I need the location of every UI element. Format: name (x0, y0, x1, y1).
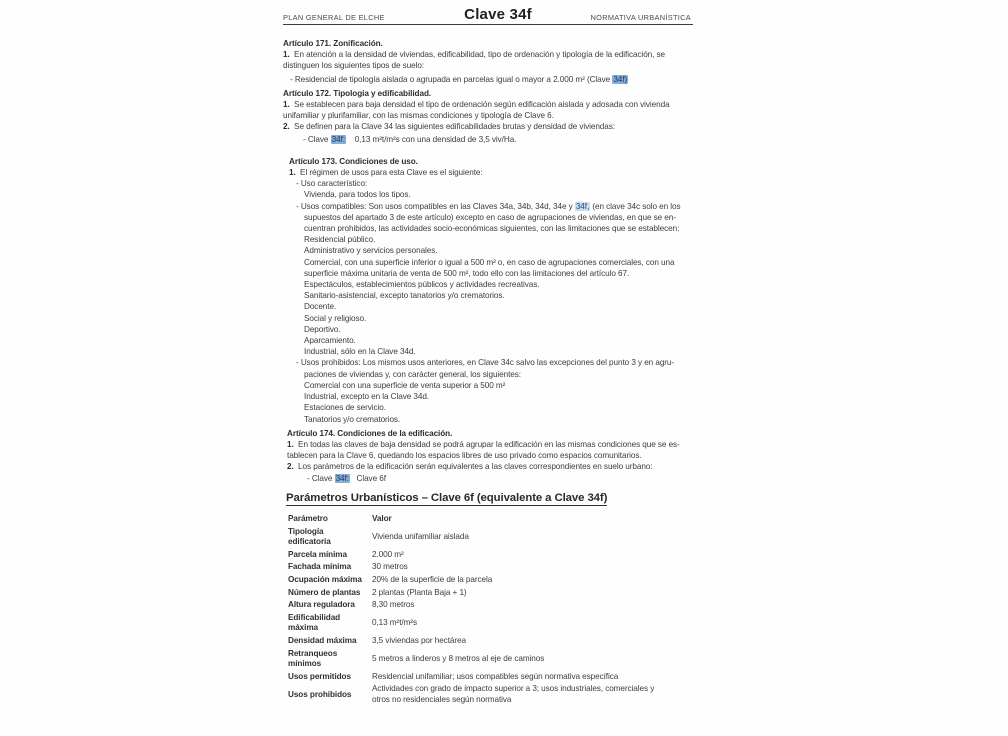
text-line (289, 324, 717, 335)
text-segment: En todas las claves de baja densidad se podrá agrupar la edificación en las mismas condiciones que se es- (293, 439, 680, 449)
value-cell: 3,5 viviendas por hectárea (372, 635, 466, 645)
text-line (289, 189, 717, 200)
text-line (287, 473, 717, 484)
params-section (286, 488, 720, 707)
text-segment: Se establecen para baja densidad el tipo de ordenación según edificación aislada y adosada con vivienda (289, 100, 670, 110)
text-line (289, 380, 717, 391)
paragraph-number: 2. (287, 462, 294, 472)
text-segment: Residencial público. (304, 235, 376, 245)
table-row (288, 648, 720, 671)
text-segment: Social y religioso. (304, 313, 367, 323)
text-segment: Deportivo. (304, 324, 341, 334)
text-segment: Espectáculos, establecimientos públicos y actividades recreativas. (304, 280, 540, 290)
param-cell: Edificabilidad máxima (288, 612, 341, 633)
search-highlight: 34f: (331, 134, 345, 144)
params-title: Parámetros Urbanísticos – Clave 6f (equivalente a Clave 34f) (286, 492, 608, 504)
value-cell: Vivienda unifamiliar aislada (372, 531, 469, 541)
text-segment: (en clave 34c solo en los (590, 201, 681, 211)
page-content (283, 0, 723, 736)
text-segment: Aparcamiento. (304, 336, 356, 346)
column-header-valor: Valor (372, 514, 392, 523)
text-line (289, 201, 717, 212)
text-line (283, 49, 717, 60)
param-cell: Parcela mínima (288, 549, 347, 559)
text-segment: supuestos del apartado 3 de este artículo) excepto en caso de agrupaciones de viviendas, en que se en- (304, 212, 676, 222)
value-cell: Residencial unifamiliar; usos compatibles según normativa específica (372, 671, 619, 681)
param-cell: Densidad máxima (288, 635, 357, 645)
article-section (283, 88, 717, 145)
text-line (289, 301, 717, 312)
text-segment: Industrial, excepto en la Clave 34d. (304, 392, 430, 402)
text-line (289, 279, 717, 290)
text-line (289, 391, 717, 402)
value-cell: 8,30 metros (372, 600, 415, 610)
text-line (289, 369, 717, 380)
text-line (287, 461, 717, 472)
text-line (289, 245, 717, 256)
header-normativa-label: NORMATIVA URBANÍSTICA (590, 13, 691, 22)
param-cell: Fachada mínima (288, 562, 352, 572)
search-highlight: 34f) (613, 74, 628, 84)
article-heading: Artículo 171. Zonificación. (283, 39, 383, 48)
param-cell: Usos permitidos (288, 671, 351, 681)
text-segment: 0,13 m²t/m²s con una densidad de 3,5 viv/Ha. (345, 134, 517, 144)
table-row (288, 599, 720, 612)
param-cell: Ocupación máxima (288, 574, 362, 584)
text-line (289, 257, 717, 268)
table-row (288, 671, 720, 684)
table-row (288, 549, 720, 562)
text-line (283, 110, 717, 121)
table-row (288, 574, 720, 587)
text-segment: Comercial con una superficie de venta superior a 500 m² (304, 380, 506, 390)
table-row (288, 526, 720, 549)
value-cell: 0,13 m²t/m²s (372, 618, 417, 628)
article-section (283, 38, 717, 85)
text-line (283, 121, 717, 132)
text-segment: Docente. (304, 302, 337, 312)
text-line (289, 357, 717, 368)
article-heading: Artículo 172. Tipología y edificabilidad. (283, 88, 432, 98)
text-segment: - Residencial de tipología aislada o agrupada en parcelas igual o mayor a 2.000 m² (Clave (290, 74, 613, 84)
text-line (283, 60, 717, 71)
articles-body (283, 38, 717, 484)
text-line (289, 178, 717, 189)
text-segment: Los parámetros de la edificación serán equivalentes a las claves correspondientes en suelo urbano: (293, 462, 653, 472)
text-segment: cuentran prohibidos, las actividades socio-económicas siguientes, con las limitaciones que se establecen: (304, 224, 680, 234)
value-cell: 5 metros a linderos y 8 metros al eje de caminos (372, 653, 545, 663)
param-cell: Tipología edificatoria (288, 526, 331, 547)
table-row (288, 587, 720, 600)
paragraph-number: 1. (283, 50, 290, 60)
text-segment: Comercial, con una superficie inferior o igual a 500 m² o, en caso de agrupaciones comerciales, con una (304, 257, 675, 267)
text-segment: Clave 6f (349, 473, 386, 483)
params-table (288, 513, 720, 707)
text-segment: superficie máxima unitaria de venta de 500 m², todo ello con las limitaciones del artículo 67. (304, 268, 630, 278)
text-line (287, 439, 717, 450)
text-line (289, 313, 717, 324)
table-row (288, 612, 720, 635)
text-line (289, 335, 717, 346)
article-section (287, 428, 717, 484)
table-row (288, 635, 720, 648)
table-row (288, 561, 720, 574)
text-line (289, 268, 717, 279)
text-line (283, 99, 717, 110)
text-segment: Industrial, sólo en la Clave 34d. (304, 347, 416, 357)
text-segment: tablecen para la Clave 6, quedando los espacios libres de uso privado como espacios comunitarios. (287, 451, 642, 461)
value-cell: 2 plantas (Planta Baja + 1) (372, 587, 467, 597)
article-heading: Artículo 173. Condiciones de uso. (289, 156, 418, 166)
text-segment: - Usos compatibles: Son usos compatibles en las Claves 34a, 34b, 34d, 34e y (296, 201, 575, 211)
text-line (289, 167, 717, 178)
value-cell: 2.000 m² (372, 549, 404, 559)
text-segment: Administrativo y servicios personales. (304, 246, 438, 256)
text-segment: El régimen de usos para esta Clave es el siguiente: (295, 168, 483, 178)
value-cell: 30 metros (372, 562, 408, 572)
param-cell: Retranqueos mínimos (288, 648, 338, 669)
column-header-parametro: Parámetro (288, 514, 328, 523)
text-line (289, 346, 717, 357)
text-segment: unifamiliar y plurifamiliar, con las mismas condiciones y tipología de Clave 6. (283, 111, 554, 121)
text-segment: En atención a la densidad de viviendas, edificabilidad, tipo de ordenación y tipología de la edificación, se (289, 50, 666, 60)
text-segment: Sanitario-asistencial, excepto tanatorios y/o crematorios. (304, 291, 505, 301)
text-segment: - Clave (307, 473, 335, 483)
article-heading: Artículo 174. Condiciones de la edificación. (287, 428, 453, 438)
paragraph-number: 1. (283, 100, 290, 110)
text-segment: Tanatorios y/o crematorios. (304, 414, 401, 424)
paragraph-number: 1. (289, 168, 296, 178)
text-segment: paciones de viviendas y, con carácter general, los siguientes: (304, 369, 521, 379)
text-segment: Estaciones de servicio. (304, 403, 386, 413)
search-highlight: 34f: (335, 473, 349, 483)
header-rule (283, 24, 693, 25)
text-line (289, 234, 717, 245)
paragraph-number: 1. (287, 439, 294, 449)
text-segment: distinguen los siguientes tipos de suelo: (283, 61, 425, 71)
text-line (289, 290, 717, 301)
text-segment: - Clave (303, 134, 331, 144)
value-cell: Actividades con grado de impacto superior a 3; usos industriales, comerciales y otros no residenciales según normativa (372, 684, 655, 704)
article-section (289, 156, 717, 425)
text-line (287, 450, 717, 461)
text-segment: - Usos prohibidos: Los mismos usos anteriores, en Clave 34c salvo las excepciones del punto 3 y en agru- (296, 358, 675, 368)
table-row (288, 683, 720, 706)
text-line (289, 402, 717, 413)
header-plan-name: PLAN GENERAL DE ELCHE (283, 13, 385, 22)
value-cell: 20% de la superficie de la parcela (372, 574, 493, 584)
param-cell: Usos prohibidos (288, 689, 352, 699)
page-title: Clave 34f (464, 6, 532, 23)
text-line (283, 134, 717, 145)
text-segment: Se definen para la Clave 34 las siguientes edificabilidades brutas y densidad de viviendas: (289, 122, 615, 132)
text-segment: Vivienda, para todos los tipos. (304, 190, 411, 200)
text-line (289, 212, 717, 223)
search-highlight: 34f, (575, 201, 590, 211)
text-line (289, 414, 717, 425)
param-cell: Altura reguladora (288, 600, 355, 610)
text-line (289, 223, 717, 234)
paragraph-number: 2. (283, 122, 290, 132)
text-line (283, 74, 717, 85)
param-cell: Número de plantas (288, 587, 361, 597)
table-header-row (288, 513, 720, 526)
text-segment: - Uso característico: (296, 179, 368, 189)
